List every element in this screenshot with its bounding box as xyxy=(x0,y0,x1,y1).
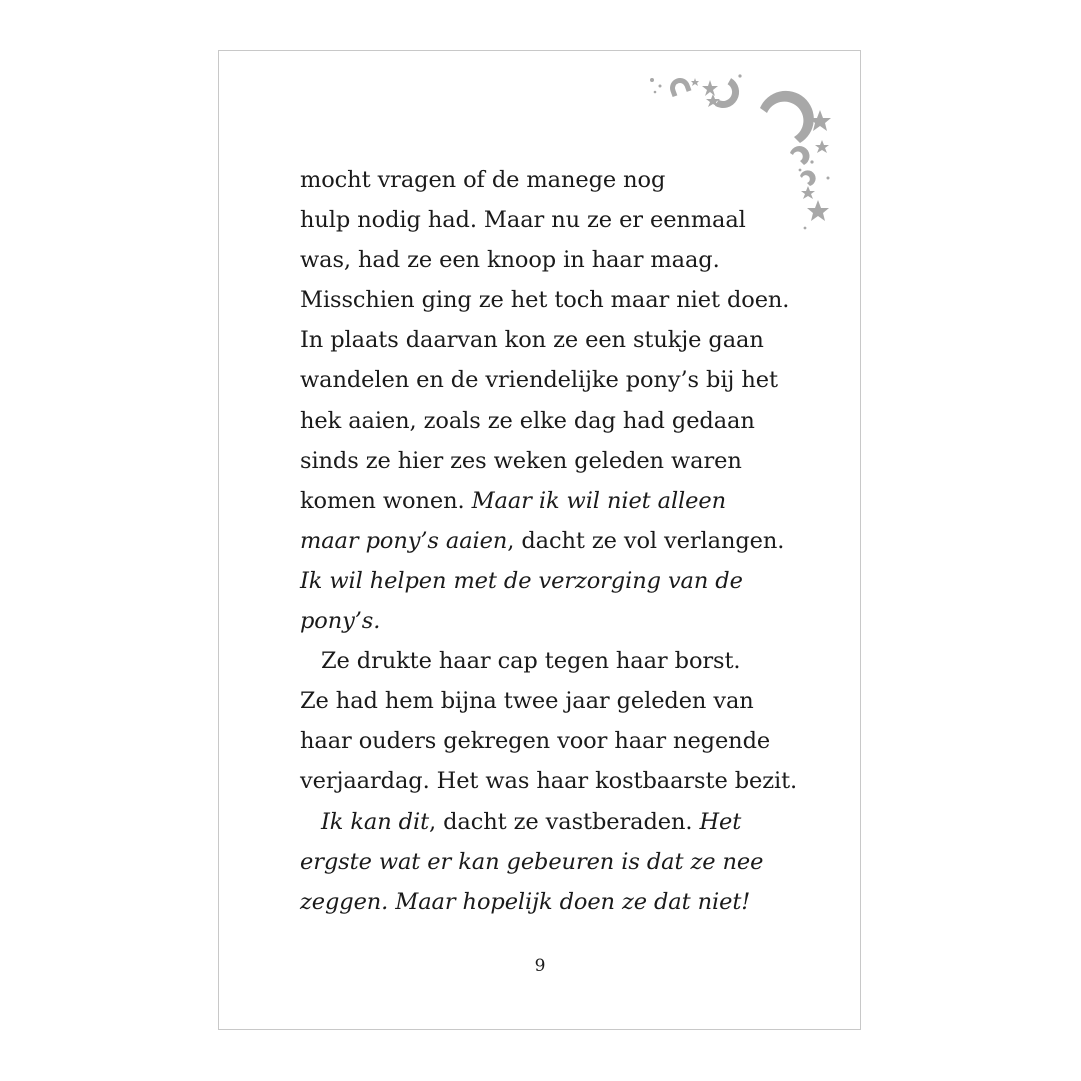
text-line xyxy=(300,641,820,681)
text-line xyxy=(300,802,820,842)
text-line xyxy=(300,842,820,882)
text-line xyxy=(300,240,820,280)
text-segment: Misschien ging ze het toch maar niet doen. xyxy=(300,287,790,314)
text-line xyxy=(300,521,820,561)
text-line xyxy=(300,200,820,240)
text-segment: haar ouders gekregen voor haar negende xyxy=(300,728,771,755)
text-segment: Ze drukte haar cap tegen haar borst. xyxy=(321,648,741,675)
italic-text-segment: ergste wat er kan gebeuren is dat ze nee xyxy=(300,848,764,875)
page-number: 9 xyxy=(534,956,546,976)
text-line xyxy=(300,561,820,601)
body-text xyxy=(300,160,820,922)
text-line xyxy=(300,882,820,922)
text-segment: mocht vragen of de manege nog xyxy=(300,167,666,193)
text-segment: komen wonen. xyxy=(300,487,472,514)
italic-text-segment: Ik wil helpen met de verzorging van de xyxy=(300,567,743,594)
text-segment: , dacht ze vastberaden. xyxy=(429,808,700,835)
text-line xyxy=(300,160,820,200)
italic-text-segment: pony’s. xyxy=(300,608,381,635)
text-line xyxy=(300,401,820,441)
text-segment: hek aaien, zoals ze elke dag had gedaan xyxy=(300,407,755,434)
italic-text-segment: Maar ik wil niet alleen xyxy=(471,487,726,514)
text-line xyxy=(300,360,820,400)
text-segment: verjaardag. Het was haar kostbaarste bezit. xyxy=(300,768,798,795)
text-segment: hulp nodig had. Maar nu ze er eenmaal xyxy=(300,207,746,234)
text-line xyxy=(300,320,820,360)
text-segment: sinds ze hier zes weken geleden waren xyxy=(300,447,742,474)
text-line xyxy=(300,481,820,521)
text-line xyxy=(300,721,820,761)
text-line xyxy=(300,601,820,641)
italic-text-segment: Het xyxy=(699,808,742,835)
text-line xyxy=(300,761,820,801)
text-line xyxy=(300,280,820,320)
text-line xyxy=(300,681,820,721)
text-segment: In plaats daarvan kon ze een stukje gaan xyxy=(300,327,764,354)
text-line xyxy=(300,441,820,481)
text-segment: Ze had hem bijna twee jaar geleden van xyxy=(300,688,754,715)
text-segment: , dacht ze vol verlangen. xyxy=(507,527,785,554)
italic-text-segment: maar pony’s aaien xyxy=(300,527,508,554)
text-segment: wandelen en de vriendelijke pony’s bij het xyxy=(300,367,778,394)
italic-text-segment: Ik kan dit xyxy=(321,808,430,835)
text-segment: was, had ze een knoop in haar maag. xyxy=(300,247,720,274)
italic-text-segment: zeggen. Maar hopelijk doen ze dat niet! xyxy=(300,888,751,915)
